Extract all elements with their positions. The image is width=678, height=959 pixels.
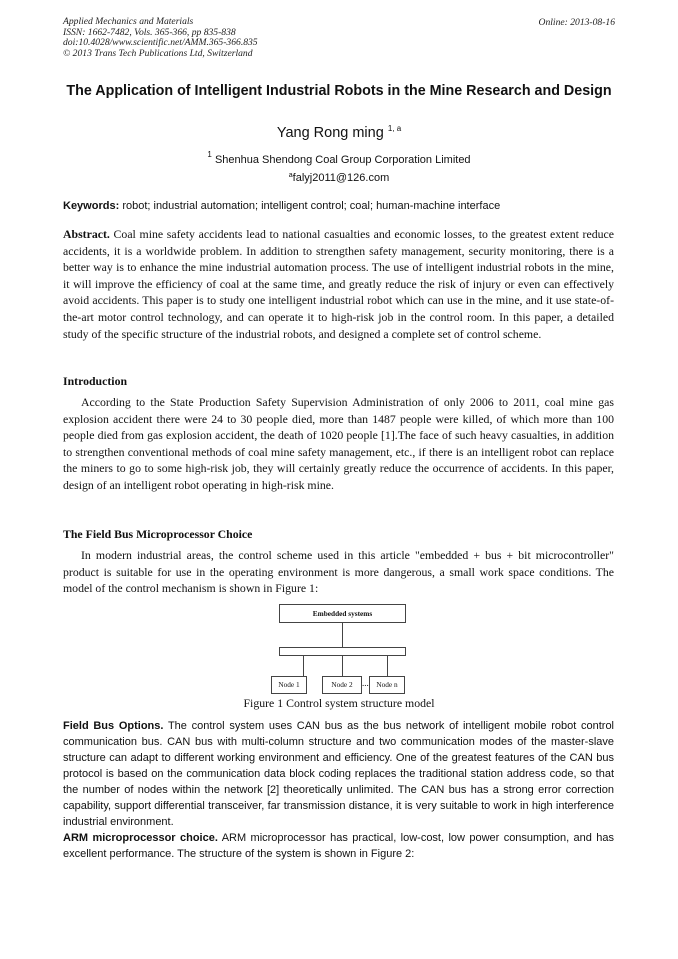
connector-node-1 xyxy=(303,656,304,676)
affiliation-superscript: 1 xyxy=(207,150,212,159)
node-2-box: Node 2 xyxy=(322,676,362,694)
connector-node-2 xyxy=(342,656,343,676)
abstract xyxy=(63,226,614,342)
node-n-box: Node n xyxy=(369,676,405,694)
embedded-systems-box: Embedded systems xyxy=(279,604,406,623)
author-superscript: 1, a xyxy=(387,124,402,133)
keywords-text: robot; industrial automation; intelligent control; coal; human-machine interface xyxy=(122,200,501,212)
journal-name: Applied Mechanics and Materials xyxy=(63,16,194,27)
arm-choice-label: ARM microprocessor choice. xyxy=(63,832,218,844)
fieldbus-heading: The Field Bus Microprocessor Choice xyxy=(63,527,253,541)
email-address[interactable]: falyj2011@126.com xyxy=(292,172,390,184)
abstract-text: Coal mine safety accidents lead to national casualties and economic losses, to the greatest extent reduce accidents, it is a worldwide problem. In addition to strengthen safety management, security monitoring, there is a better way is to enhance the mine industrial automation process. The use of intelligent industrial robots in the mine, it will improve the efficiency of coal at the same time, and greatly reduce the risk of injury or even can effectively avoid accidents. This paper is to study one intelligent industrial robot which can use in the mine, and it use state-of-the-art motor control technology, and can operate it to high-risk job in the control room. In this paper, a detailed study of the specific structure of the industrial robots, and designed a complete set of control scheme. xyxy=(63,227,614,341)
abstract-label: Abstract. xyxy=(63,227,110,241)
email-superscript: a xyxy=(288,172,293,179)
author-line xyxy=(0,124,678,141)
paper-title: The Application of Intelligent Industrial Robots in the Mine Research and Design xyxy=(66,83,612,99)
node-ellipsis: ... xyxy=(362,678,369,688)
email-line xyxy=(0,172,678,184)
introduction-heading: Introduction xyxy=(63,374,128,388)
fieldbus-options-text: The control system uses CAN bus as the bus network of intelligent mobile robot control communication bus. CAN bus with multi-column structure and two communication modes of the master-slave structure can adapt to different working environment and efficiency. One of the greatest features of the CAN bus protocol is based on the communication data block coding replaces the traditional station address code, so that the number of nodes within the network [2] theoretically unlimited. The CAN bus has a strong error correction capability, support differential transceiver, far transmission distance, it is very suitable to work in high interference industrial environment. xyxy=(63,720,615,828)
journal-header xyxy=(63,17,258,59)
online-date: Online: 2013-08-16 xyxy=(538,17,615,28)
node-1-box: Node 1 xyxy=(271,676,307,694)
fieldbus-text: In modern industrial areas, the control scheme used in this article "embedded + bus + bit microcontroller" product is suitable for use in the operating environment is more dangerous, a small work space conditions. The model of the control mechanism is shown in Figure 1: xyxy=(63,548,614,596)
affiliation-line xyxy=(0,150,678,166)
figure-1-caption: Figure 1 Control system structure model xyxy=(243,696,435,710)
fieldbus-options xyxy=(63,718,614,830)
vertical-connector-top xyxy=(342,623,343,647)
issn-line: ISSN: 1662-7482, Vols. 365-366, pp 835-838 xyxy=(63,26,236,38)
figure-1 xyxy=(0,602,678,697)
keywords xyxy=(63,200,623,212)
arm-choice-text: ARM microprocessor has practical, low-cost, low power consumption, and has excellent performance. The structure of the system is shown in Figure 2: xyxy=(63,832,614,860)
introduction-text: According to the State Production Safety Supervision Administration of only 2006 to 2011, coal mine gas explosion accident there were 24 to 30 people died, more than 1487 people were killed, of which more than 100 people died from gas explosion accident, the death of 1020 people [1].The face of such heavy casualties, in addition to strengthen conventional methods of coal mine safety management, etc., if there is an intelligent robot can replace the miners to go to some high-risk job, they will certainly greatly reduce the occurrence of accidents. In this paper, design of an intelligent robot operating in high-risk mine. xyxy=(63,395,614,492)
affiliation-name: Shenhua Shendong Coal Group Corporation Limited xyxy=(214,154,471,166)
connector-node-n xyxy=(387,656,388,676)
fieldbus-options-label: Field Bus Options. xyxy=(63,720,164,732)
keywords-label: Keywords: xyxy=(63,200,120,212)
bus-bar xyxy=(279,647,406,656)
arm-choice xyxy=(63,830,614,862)
copyright-line: © 2013 Trans Tech Publications Ltd, Switzerland xyxy=(63,47,253,59)
author-name: Yang Rong ming xyxy=(276,125,384,141)
doi-line: doi:10.4028/www.scientific.net/AMM.365-366.835 xyxy=(63,37,258,49)
